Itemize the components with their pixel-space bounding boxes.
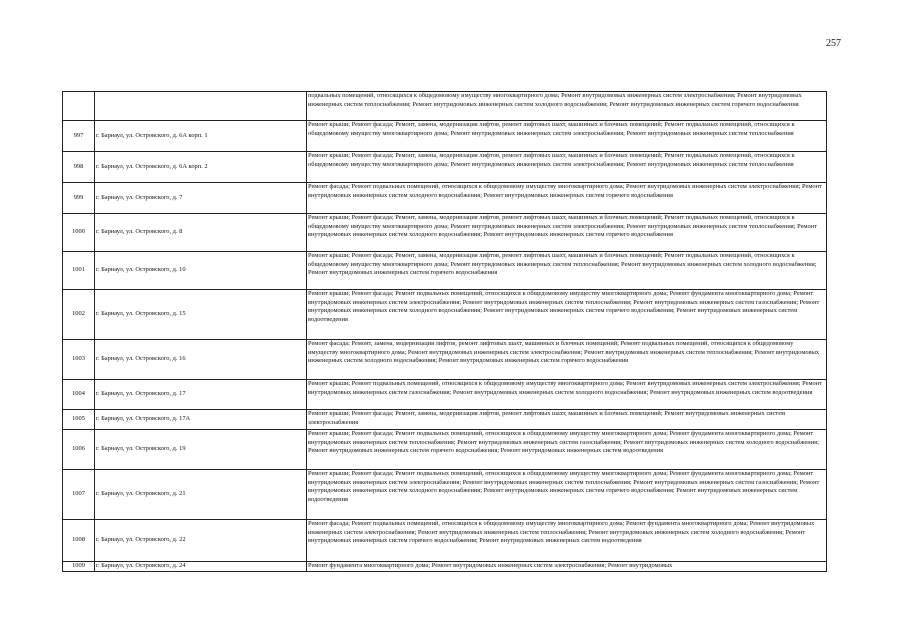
row-number: 1004	[63, 380, 95, 410]
row-number: 1003	[63, 340, 95, 380]
row-works: Ремонт крыши; Ремонт фасада; Ремонт, замена, модернизация лифтов, ремонт лифтовых шахт, машинных и блочных помещений; Ремонт подвальных помещений, относящихся к общедомовому имуществу многоквартирного дома; Ремонт внутридомовых инженерных систем электроснабжения; Ремонт внутридомовых инженерных систем теплоснабжения	[307, 152, 827, 183]
table-row	[63, 152, 827, 183]
row-works: Ремонт крыши; Ремонт фасада; Ремонт, замена, модернизация лифтов, ремонт лифтовых шахт, машинных и блочных помещений; Ремонт внутридомовых инженерных систем электроснабжения	[307, 410, 827, 430]
row-address: г. Барнаул, ул. Островского, д. 8	[95, 214, 307, 252]
row-address: г. Барнаул, ул. Островского, д. 17А	[95, 410, 307, 430]
row-address: г. Барнаул, ул. Островского, д. 15	[95, 290, 307, 340]
row-number	[63, 92, 95, 121]
row-works: Ремонт фасада; Ремонт, замена, модернизация лифтов, ремонт лифтовых шахт, машинных и блочных помещений; Ремонт подвальных помещений, относящихся к общедомовому имуществу многоквартирного дома; Ремонт внутридомовых инженерных систем электроснабжения; Ремонт внутридомовых инженерных систем теплоснабжения; Ремонт внутридомовых инженерных систем холодного водоснабжения; Ремонт внутридомовых инженерных систем горячего водоснабжения	[307, 340, 827, 380]
row-address: г. Барнаул, ул. Островского, д. 10	[95, 252, 307, 290]
row-works: Ремонт крыши; Ремонт фасада; Ремонт подвальных помещений, относящихся к общедомовому имуществу многоквартирного дома; Ремонт фундамента многоквартирного дома; Ремонт внутридомовых инженерных систем электроснабжения; Ремонт внутридомовых инженерных систем теплоснабжения; Ремонт внутридомовых инженерных систем газоснабжения; Ремонт внутридомовых инженерных систем холодного водоснабжения; Ремонт внутридомовых инженерных систем горячего водоснабжения; Ремонт внутридомовых инженерных систем водоотведения	[307, 290, 827, 340]
row-works: Ремонт крыши; Ремонт фасада; Ремонт, замена, модернизация лифтов, ремонт лифтовых шахт, машинных и блочных помещений; Ремонт подвальных помещений, относящихся к общедомовому имуществу многоквартирного дома; Ремонт внутридомовых инженерных систем электроснабжения; Ремонт внутридомовых инженерных систем теплоснабжения	[307, 121, 827, 152]
row-number: 1007	[63, 470, 95, 520]
register-table	[62, 91, 827, 572]
row-number: 999	[63, 183, 95, 214]
row-address: г. Барнаул, ул. Островского, д. 7	[95, 183, 307, 214]
table-row	[63, 410, 827, 430]
row-number: 1006	[63, 430, 95, 470]
row-address: г. Барнаул, ул. Островского, д. 19	[95, 430, 307, 470]
table-row	[63, 470, 827, 520]
table-row	[63, 183, 827, 214]
row-address	[95, 92, 307, 121]
row-number: 1008	[63, 520, 95, 562]
table-row	[63, 121, 827, 152]
row-number: 1002	[63, 290, 95, 340]
table-row	[63, 562, 827, 572]
row-address: г. Барнаул, ул. Островского, д. 21	[95, 470, 307, 520]
table-row	[63, 380, 827, 410]
page-number: 257	[826, 38, 841, 49]
row-works: Ремонт фасада; Ремонт подвальных помещений, относящихся к общедомовому имуществу многоквартирного дома; Ремонт внутридомовых инженерных систем электроснабжения; Ремонт внутридомовых инженерных систем холодного водоснабжения; Ремонт внутридомовых инженерных систем горячего водоснабжения	[307, 183, 827, 214]
table-row	[63, 520, 827, 562]
table-row	[63, 340, 827, 380]
row-number: 998	[63, 152, 95, 183]
row-works: Ремонт крыши; Ремонт фасада; Ремонт подвальных помещений, относящихся к общедомовому имуществу многоквартирного дома; Ремонт фундамента многоквартирного дома; Ремонт внутридомовых инженерных систем теплоснабжения; Ремонт внутридомовых инженерных систем газоснабжения; Ремонт внутридомовых инженерных систем холодного водоснабжения; Ремонт внутридомовых инженерных систем горячего водоснабжения; Ремонт внутридомовых инженерных систем водоотведения	[307, 430, 827, 470]
table-row	[63, 290, 827, 340]
row-works: Ремонт крыши; Ремонт подвальных помещений, относящихся к общедомовому имуществу многоквартирного дома; Ремонт внутридомовых инженерных систем электроснабжения; Ремонт внутридомовых инженерных систем газоснабжения; Ремонт внутридомовых инженерных систем холодного водоснабжения; Ремонт внутридомовых инженерных систем водоотведения	[307, 380, 827, 410]
row-number: 1001	[63, 252, 95, 290]
row-address: г. Барнаул, ул. Островского, д. 6А корп. 2	[95, 152, 307, 183]
row-number: 1005	[63, 410, 95, 430]
table-row	[63, 214, 827, 252]
row-works: Ремонт крыши; Ремонт фасада; Ремонт, замена, модернизация лифтов, ремонт лифтовых шахт, машинных и блочных помещений; Ремонт подвальных помещений, относящихся к общедомовому имуществу многоквартирного дома; Ремонт внутридомовых инженерных систем теплоснабжения; Ремонт внутридомовых инженерных систем холодного водоснабжения; Ремонт внутридомовых инженерных систем горячего водоснабжения	[307, 252, 827, 290]
row-works: Ремонт фундамента многоквартирного дома; Ремонт внутридомовых инженерных систем электроснабжения; Ремонт внутридомовых	[307, 562, 827, 572]
table-row	[63, 430, 827, 470]
row-address: г. Барнаул, ул. Островского, д. 17	[95, 380, 307, 410]
row-works: Ремонт крыши; Ремонт фасада; Ремонт подвальных помещений, относящихся к общедомовому имуществу многоквартирного дома; Ремонт фундамента многоквартирного дома; Ремонт внутридомовых инженерных систем электроснабжения; Ремонт внутридомовых инженерных систем теплоснабжения; Ремонт внутридомовых инженерных систем газоснабжения; Ремонт внутридомовых инженерных систем холодного водоснабжения; Ремонт внутридомовых инженерных систем горячего водоснабжения; Ремонт внутридомовых инженерных систем водоотведения	[307, 470, 827, 520]
row-works: Ремонт фасада; Ремонт подвальных помещений, относящихся к общедомовому имуществу многоквартирного дома; Ремонт фундамента многоквартирного дома; Ремонт внутридомовых инженерных систем электроснабжения; Ремонт внутридомовых инженерных систем теплоснабжения; Ремонт внутридомовых инженерных систем холодного водоснабжения; Ремонт внутридомовых инженерных систем горячего водоснабжения; Ремонт внутридомовых инженерных систем водоотведения	[307, 520, 827, 562]
table-row	[63, 252, 827, 290]
row-address: г. Барнаул, ул. Островского, д. 6А корп. 1	[95, 121, 307, 152]
row-address: г. Барнаул, ул. Островского, д. 16	[95, 340, 307, 380]
row-address: г. Барнаул, ул. Островского, д. 22	[95, 520, 307, 562]
row-number: 1000	[63, 214, 95, 252]
row-works: подвальных помещений, относящихся к общедомовому имуществу многоквартирного дома; Ремонт внутридомовых инженерных систем электроснабжения; Ремонт внутридомовых инженерных систем теплоснабжения; Ремонт внутридомовых инженерных систем холодного водоснабжения; Ремонт внутридомовых инженерных систем горячего водоснабжения	[307, 92, 827, 121]
row-number: 1009	[63, 562, 95, 572]
row-number: 997	[63, 121, 95, 152]
row-address: г. Барнаул, ул. Островского, д. 24	[95, 562, 307, 572]
row-works: Ремонт крыши; Ремонт фасада; Ремонт, замена, модернизация лифтов, ремонт лифтовых шахт, машинных и блочных помещений; Ремонт подвальных помещений, относящихся к общедомовому имуществу многоквартирного дома; Ремонт внутридомовых инженерных систем электроснабжения; Ремонт внутридомовых инженерных систем теплоснабжения; Ремонт внутридомовых инженерных систем холодного водоснабжения; Ремонт внутридомовых инженерных систем горячего водоснабжения	[307, 214, 827, 252]
table-row	[63, 92, 827, 121]
